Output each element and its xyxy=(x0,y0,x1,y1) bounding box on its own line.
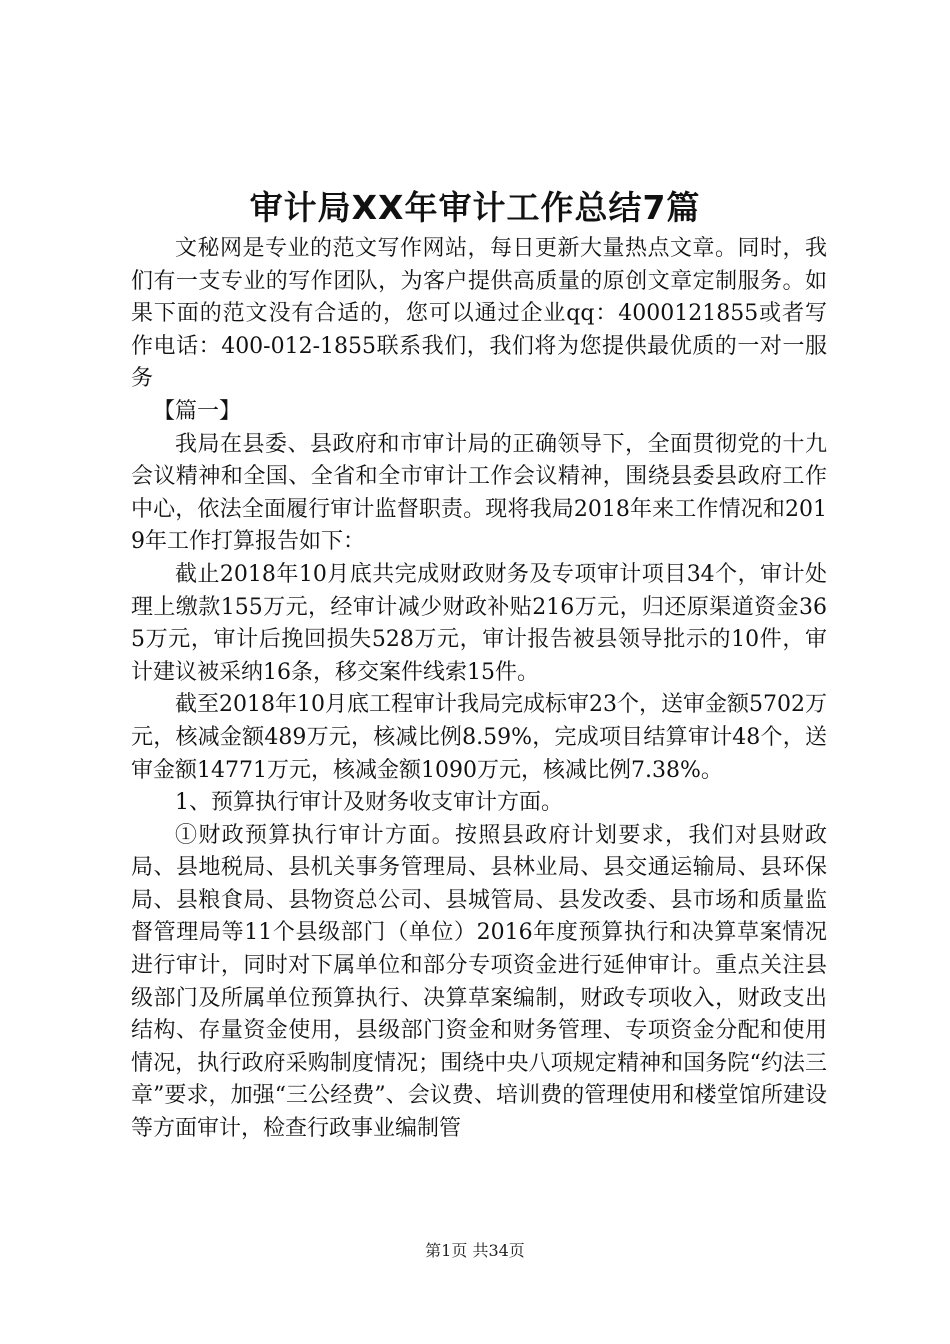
page-footer: 第1页 共34页 xyxy=(425,1241,525,1260)
document-title: 审计局XX年审计工作总结7篇 xyxy=(249,188,701,227)
body-paragraph: 我局在县委、县政府和市审计局的正确领导下，全面贯彻党的十九会议精神和全国、全省和全市审计工作会议精神，围绕县委县政府工作中心，依法全面履行审计监督职责。现将我局2018年来工作情况和2019年工作打算报告如下： xyxy=(131,431,827,555)
document-body xyxy=(131,233,827,1146)
section-heading: 【篇一】 xyxy=(153,398,242,424)
body-paragraph: 截至2018年10月底工程审计我局完成标审23个，送审金额5702万元，核减金额489万元，核减比例8.59%，完成项目结算审计48个，送审金额14771万元，核减金额1090万元，核减比例7.38%。 xyxy=(131,692,827,783)
body-paragraph: 1、预算执行审计及财务收支审计方面。 xyxy=(175,790,563,816)
body-paragraph: 截止2018年10月底共完成财政财务及专项审计项目34个，审计处理上缴款155万元，经审计减少财政补贴216万元，归还原渠道资金365万元，审计后挽回损失528万元，审计报告被县领导批示的10件，审计建议被采纳16条，移交案件线索15件。 xyxy=(131,561,827,685)
intro-paragraph: 文秘网是专业的范文写作网站，每日更新大量热点文章。同时，我们有一支专业的写作团队，为客户提供高质量的原创文章定制服务。如果下面的范文没有合适的，您可以通过企业qq：4000121855或者写作电话：400-012-1855联系我们，我们将为您提供最优质的一对一服务 xyxy=(131,236,827,392)
body-paragraph: ①财政预算执行审计方面。按照县政府计划要求，我们对县财政局、县地税局、县机关事务管理局、县林业局、县交通运输局、县环保局、县粮食局、县物资总公司、县城管局、县发改委、县市场和质量监督管理局等11个县级部门（单位）2016年度预算执行和决算草案情况进行审计，同时对下属单位和部分专项资金进行延伸审计。重点关注县级部门及所属单位预算执行、决算草案编制，财政专项收入，财政支出结构、存量资金使用，县级部门资金和财务管理、专项资金分配和使用情况，执行政府采购制度情况；围绕中央八项规定精神和国务院“约法三章”要求，加强“三公经费”、会议费、培训费的管理使用和楼堂馆所建设等方面审计，检查行政事业编制管 xyxy=(131,822,827,1142)
